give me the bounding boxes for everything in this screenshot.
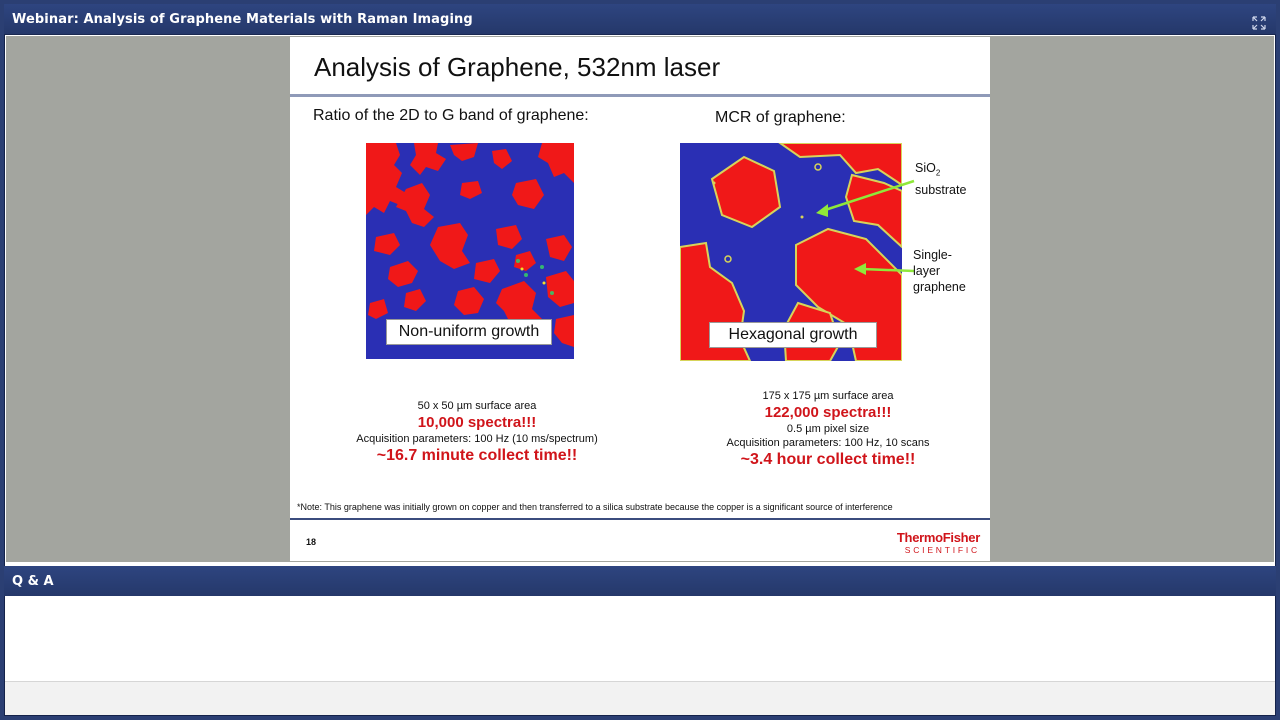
logo-subtext: SCIENTIFIC bbox=[904, 545, 980, 555]
anno-sio2-subscript: 2 bbox=[935, 168, 941, 178]
page-number: 18 bbox=[306, 537, 317, 547]
anno-single-line1: Single- bbox=[913, 248, 952, 262]
left-area: 50 x 50 µm surface area bbox=[417, 400, 537, 412]
anno-single-line2: layer bbox=[913, 264, 941, 278]
right-params: Acquisition parameters: 100 Hz, 10 scans bbox=[726, 437, 930, 449]
thermofisher-logo bbox=[882, 530, 980, 555]
right-pixel: 0.5 µm pixel size bbox=[786, 423, 870, 435]
right-subtitle: MCR of graphene: bbox=[715, 109, 846, 126]
qa-title: Q & A bbox=[12, 574, 54, 589]
right-image-label: Hexagonal growth bbox=[709, 322, 877, 348]
sio2-annotation bbox=[915, 160, 966, 198]
left-image-label: Non-uniform growth bbox=[386, 319, 552, 345]
logo-wordmark: ThermoFisher bbox=[896, 530, 980, 545]
slide bbox=[290, 37, 990, 561]
right-area: 175 x 175 µm surface area bbox=[762, 390, 894, 402]
qa-panel bbox=[5, 596, 1275, 680]
left-params: Acquisition parameters: 100 Hz (10 ms/spectrum) bbox=[356, 433, 598, 445]
left-time: ~16.7 minute collect time!! bbox=[376, 447, 578, 464]
right-time: ~3.4 hour collect time!! bbox=[740, 451, 916, 468]
right-stats bbox=[708, 389, 948, 470]
right-spectra: 122,000 spectra!!! bbox=[764, 404, 892, 421]
single-layer-annotation bbox=[913, 247, 966, 295]
title-bar bbox=[4, 4, 1276, 35]
left-spectra: 10,000 spectra!!! bbox=[417, 414, 537, 431]
left-stats bbox=[342, 399, 612, 466]
footer-divider bbox=[290, 518, 990, 520]
slide-footnote: *Note: This graphene was initially grown on copper and then transferred to a silica substrate because the copper is a significant source of interference bbox=[297, 502, 893, 512]
left-subtitle: Ratio of the 2D to G band of graphene: bbox=[313, 107, 589, 124]
window-title: Webinar: Analysis of Graphene Materials with Raman Imaging bbox=[12, 12, 473, 27]
qa-input-area[interactable] bbox=[5, 681, 1275, 715]
slide-title: Analysis of Graphene, 532nm laser bbox=[314, 52, 721, 82]
qa-header bbox=[4, 566, 1276, 596]
annotation-arrows bbox=[810, 177, 920, 317]
anno-sio2-substrate: substrate bbox=[915, 182, 967, 197]
expand-icon[interactable] bbox=[1250, 14, 1268, 32]
anno-sio2-text: SiO bbox=[915, 161, 936, 175]
anno-single-line3: graphene bbox=[913, 280, 966, 294]
slide-divider bbox=[290, 94, 990, 97]
